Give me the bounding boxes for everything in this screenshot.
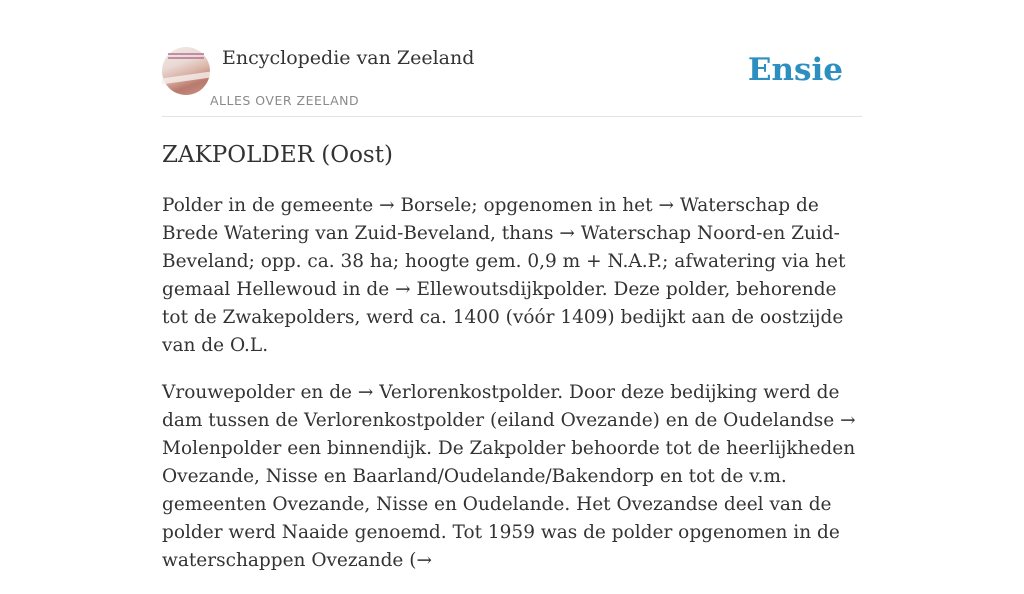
crossref-link-ellewoutsdijkpolder[interactable]: → Ellewoutsdijkpolder bbox=[395, 279, 602, 300]
site-title[interactable]: Encyclopedie van Zeeland bbox=[222, 47, 475, 69]
site-tagline: ALLES OVER ZEELAND bbox=[210, 93, 360, 108]
article-body bbox=[162, 192, 862, 594]
article-paragraph bbox=[162, 379, 862, 575]
crossref-link-waterschap-noord-zuid-beveland[interactable]: → Waterschap Noord-en Zuid-Beveland bbox=[162, 223, 840, 272]
text-segment: een binnendijk. De Zakpolder behoorde tot de heerlijkheden Ovezande, Nisse en Baarland/Oudelande/Bakendorp en tot de v.m. gemeenten Ovezande, Nisse en Oudelande. Het Ovezandse deel van de polder werd Naaide genoemd. Tot 1959 was de polder opgenomen in de waterschappen Ovezande ( bbox=[162, 438, 856, 571]
crossref-link-borsele[interactable]: → Borsele bbox=[379, 195, 472, 216]
text-segment: . Deze polder, behorende tot de Zwakepolders, werd ca. 1400 (vóór 1409) bedijkt aan de oostzijde van de O.L. bbox=[162, 279, 844, 356]
site-header bbox=[162, 0, 862, 117]
site-logo[interactable] bbox=[162, 47, 210, 95]
logo-stripe bbox=[168, 57, 204, 59]
brand-logo-link[interactable]: Ensie bbox=[747, 52, 843, 88]
crossref-link-molenpolder[interactable]: → Molenpolder bbox=[162, 410, 856, 459]
text-segment: ; opgenomen in het bbox=[471, 195, 659, 216]
logo-stripe bbox=[168, 53, 204, 55]
text-segment: Polder in de gemeente bbox=[162, 195, 380, 216]
crossref-link-verlorenkostpolder[interactable]: → Verlorenkostpolder bbox=[357, 382, 558, 403]
article-paragraph bbox=[162, 192, 862, 360]
text-segment: ; opp. ca. 38 ha; hoogte gem. 0,9 m + N.A.P.; afwatering via het gemaal Hellewoud in de bbox=[162, 251, 846, 300]
crossref-link-ovezande[interactable]: → bbox=[416, 550, 432, 571]
text-segment: . Door deze bedijking werd de dam tussen de Verlorenkostpolder (eiland Ovezande) en de Oudelandse bbox=[162, 382, 841, 431]
logo-shelf bbox=[162, 72, 210, 85]
crossref-link-waterschap-brede-watering[interactable]: → Waterschap de Brede Watering van Zuid-Beveland bbox=[162, 195, 819, 244]
page-container bbox=[162, 0, 862, 571]
text-segment: , thans bbox=[489, 223, 560, 244]
text-segment: Vrouwepolder en de bbox=[162, 382, 358, 403]
article-title: ZAKPOLDER (Oost) bbox=[162, 142, 393, 168]
